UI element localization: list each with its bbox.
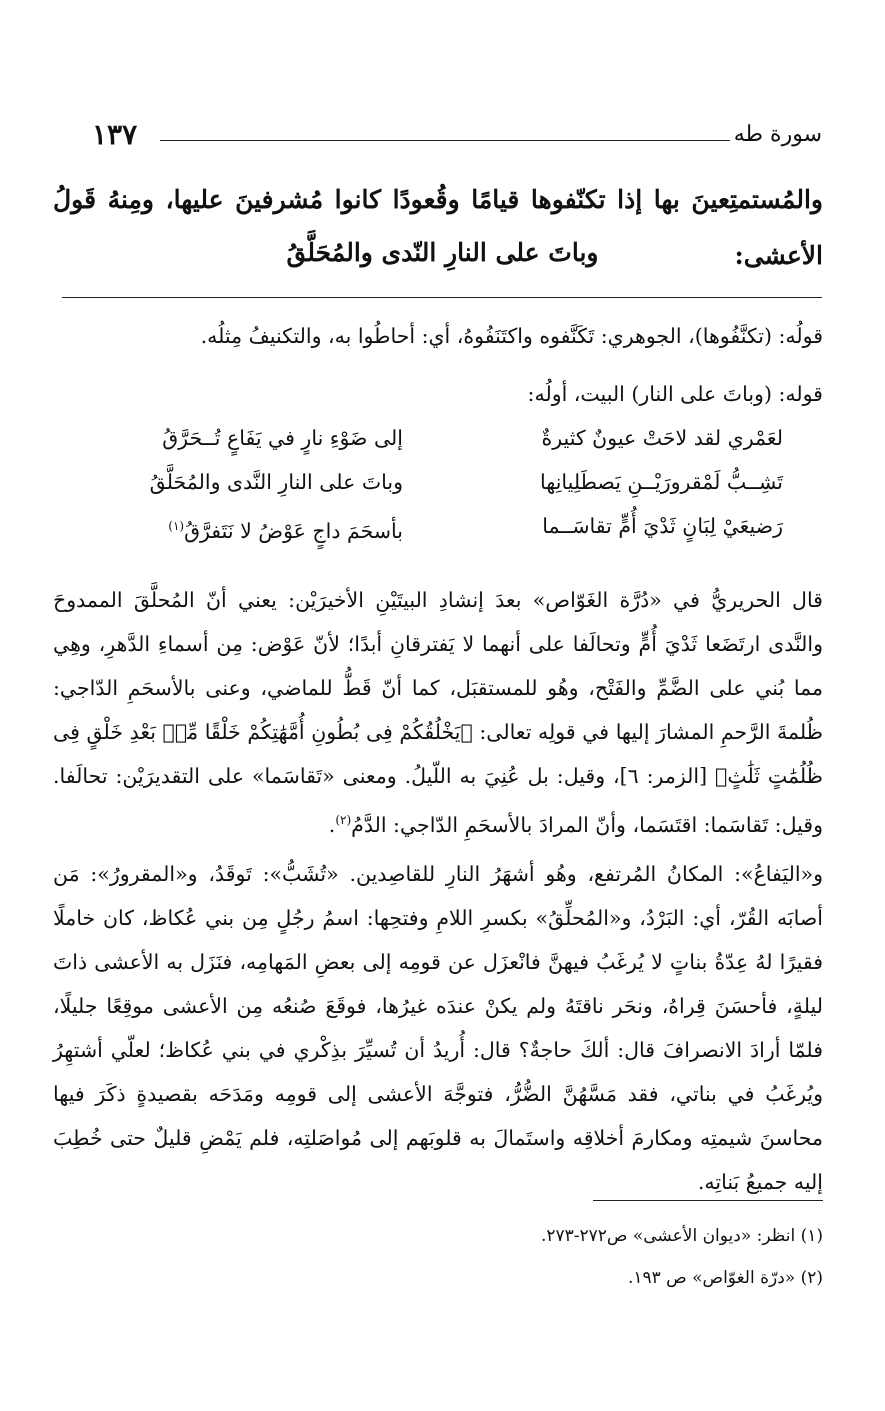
poem-line <box>63 504 823 548</box>
footnote-2: (٢) «درّة الغوّاص» ص ١٩٣. <box>627 1268 823 1288</box>
main-separator <box>62 297 822 298</box>
paragraph-3-text: قال الحريريُّ في «دُرَّة الغَوّاص» بعدَ إنشادِ البيتَيْنِ الأخيرَيْن: يعني أنّ المُحلَّقَ الممدوحَ والنَّدى ارتَضَعا ثَدْيَ أُمٍّ وتحالَفا على أنهما لا يَفترقانِ أبدًا؛ لأنّ عَوْض: مِن أسماءِ الدَّهرِ، وهِي مما بُني على الضَّمِّ والفَتْح، وهُو للمستقبَل، كما أنّ قَطُّ للماضي، وعنى بالأسحَمِ الدّاجي: ظُلمةَ الرَّحمِ المشارَ إليها في قولِه تعالى: ﴿يَخْلُقُكُمْ فِى بُطُونِ أُمَّهَٰتِكُمْ خَلْقًا مِّنۢ بَعْدِ خَلْقٍ فِى ظُلُمَٰتٍ ثَلَٰثٍ﴾ [الزمر: ٦]، وقيل: بل عُنِيَ به اللّيلُ. ومعنى «تَقاسَما» على التقديرَيْن: تحالَفا. وقيل: تَقاسَما: اقتَسَما، وأنّ المرادَ بالأسحَمِ الدّاجي: الدَّمُ <box>53 588 823 837</box>
commentary-paragraph-1: قولُه: (تكنَّفُوها)، الجوهري: تَكَنَّفوه واكتَنَفُوهُ، أي: أحاطُوا به، والتكنيفُ مِثلُه. <box>200 324 823 348</box>
poem-hemistich-left: إلى ضَوْءِ نارٍ في يَفَاعٍ تُــحَرَّقُ <box>162 426 403 450</box>
page-number: ١٣٧ <box>92 118 138 151</box>
poem-hemistich-right: لعَمْري لقد لاحَتْ عيونٌ كثيرةٌ <box>541 426 783 450</box>
poem-line <box>63 460 823 504</box>
footnote-separator <box>593 1200 823 1201</box>
footnote-ref-1: (١) <box>168 519 185 533</box>
header-rule <box>160 140 730 141</box>
commentary-paragraph-3: قال الحريريُّ في «دُرَّة الغَوّاص» بعدَ إنشادِ البيتَيْنِ الأخيرَيْن: يعني أنّ المُحلَّقَ الممدوحَ والنَّدى ارتَضَعا ثَدْيَ أُمٍّ وتحالَفا على أنهما لا يَفترقانِ أبدًا؛ لأنّ عَوْض: مِن أسماءِ الدَّهرِ، وهِي مما بُني على الضَّمِّ والفَتْح، وهُو للمستقبَل، كما أنّ قَطُّ للماضي، وعنى بالأسحَمِ الدّاجي: ظُلمةَ الرَّحمِ المشارَ إليها في قولِه تعالى: ﴿يَخْلُقُكُمْ فِى بُطُونِ أُمَّهَٰتِكُمْ خَلْقًا مِّنۢ بَعْدِ خَلْقٍ فِى ظُلُمَٰتٍ ثَلَٰثٍ﴾ [الزمر: ٦]، وقيل: بل عُنِيَ به اللّيلُ. ومعنى «تَقاسَما» على التقديرَيْن: تحالَفا. وقيل: تَقاسَما: اقتَسَما، وأنّ المرادَ بالأسحَمِ الدّاجي: الدَّمُ$^{(٢)}$. <box>53 588 823 837</box>
footnote-1: (١) انظر: «ديوان الأعشى» ص٢٧٢-٢٧٣. <box>540 1226 823 1246</box>
poem <box>63 416 823 548</box>
poem-hemistich-right: رَضيعَيْ لِبَانٍ ثَدْيَ أُمٍّ تقاسَــما <box>542 514 783 538</box>
poem-hemistich-right: تَشِــبُّ لَمْقرورَيْــنِ يَصطَلِيانِها <box>540 470 783 494</box>
footnote-ref-2: (٢) <box>335 813 352 827</box>
commentary-paragraph-4: و«اليَفاعُ»: المكانُ المُرتفع، وهُو أشهَرُ النارِ للقاصِدين. «تُشَبُّ»: تَوقَدُ، و«المقرورُ»: مَن أصابَه القُرّ، أي: البَرْدُ، و«المُحلِّقُ» بكسرِ اللامِ وفتحِها: اسمُ رجُلٍ مِن بني عُكاظ، كان خاملًا فقيرًا لهُ عِدّةُ بناتٍ لا يُرغَبُ فيهنَّ فانْعزَل عن قومِه إلى بعضِ المَهامِه، فنَزَل به الأعشى ذاتَ ليلةٍ، فأحسَنَ قِراهُ، ونحَر ناقتَهُ ولم يكنْ عندَه غيرُها، فوقَعَ صُنعُه مِن الأعشى موقِعًا جليلًا، فلمّا أرادَ الانصرافَ قال: ألكَ حاجةٌ؟ قال: أُريدُ أن تُسيِّرَ بذِكْري في بني عُكاظ؛ لعلّي أشتهِرُ ويُرغَبُ في بناتي، فقد مَسَّهُنَّ الضُّرُّ، فتوجَّهَ الأعشى إلى قومِه ومَدَحَه بقصيدةٍ ذكَرَ فيها محاسنَ شيمتِه ومكارمَ أخلاقِه واستَمالَ به قلوبَهم إلى مُواصَلتِه، فلم يَمْضِ قليلٌ حتى خُطِبَ إليه جميعُ بَناتِه. <box>53 862 823 1194</box>
verse-line-2: وباتَ على النارِ النّدى والمُحَلَّقُ <box>286 238 599 267</box>
page-header <box>92 118 822 158</box>
poem-line <box>63 416 823 460</box>
poem-hemistich-left: وباتَ على النارِ النَّدى والمُحَلَّقُ <box>149 470 403 494</box>
verse-line-1: والمُستمتِعينَ بها إذا تكنّفوها قيامًا وقُعودًا كانوا مُشرفينَ عليها، ومِنهُ قَولُ الأعشى: <box>53 185 823 270</box>
commentary-paragraph-2: قوله: (وباتَ على النار) البيت، أولُه: <box>527 382 823 406</box>
poem-hemistich-text: بأسحَمَ داجٍ عَوْضُ لا نَتَفرَّقُ <box>184 518 403 543</box>
poem-hemistich-left <box>63 504 403 548</box>
surah-title: سورة طه <box>733 122 822 147</box>
